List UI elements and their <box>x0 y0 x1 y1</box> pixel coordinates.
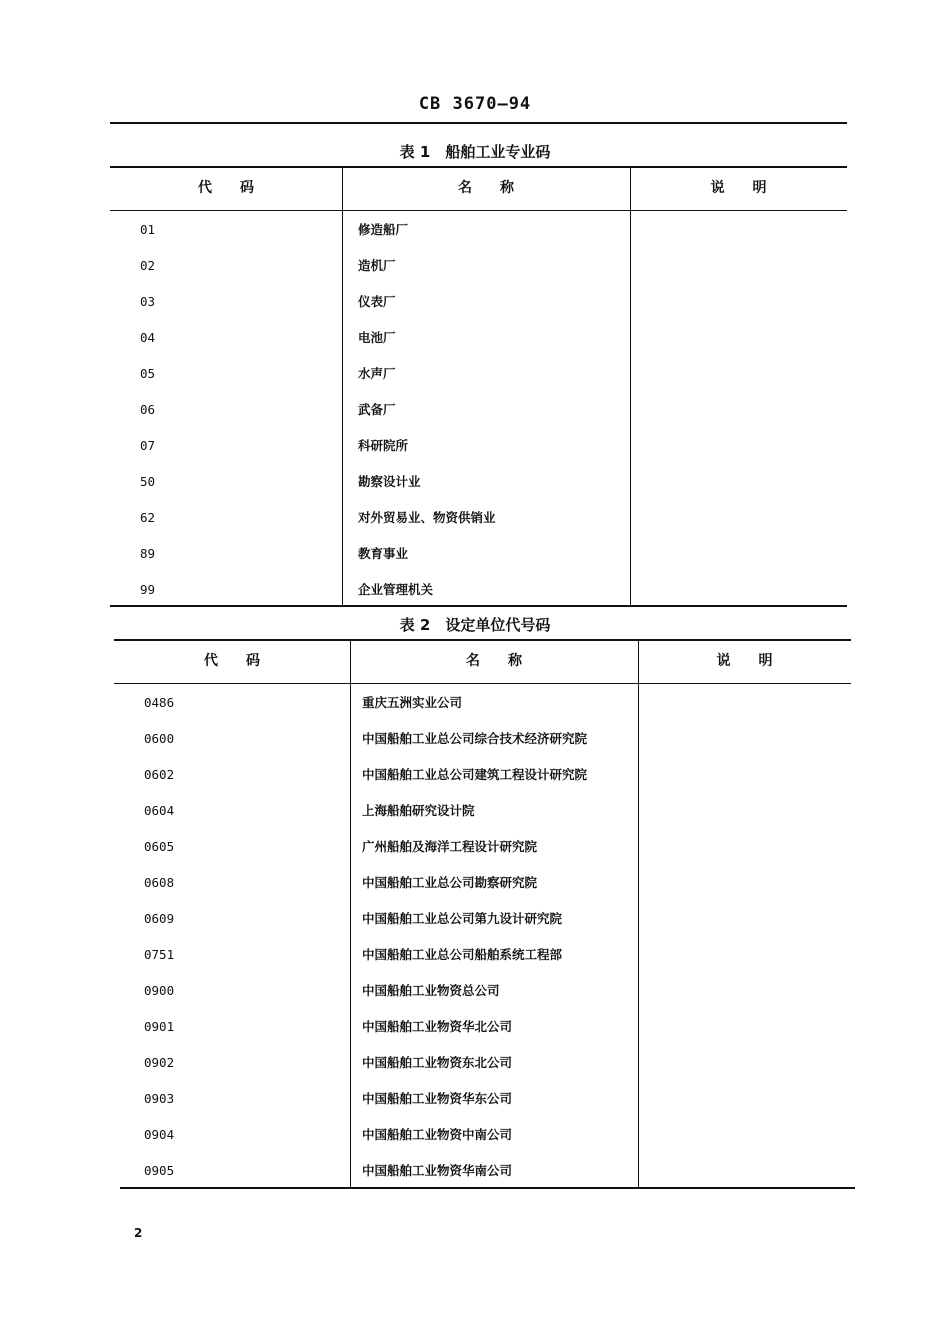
row-name: 中国船舶工业物资华东公司 <box>362 1091 513 1106</box>
row-name: 中国船舶工业物资东北公司 <box>362 1055 513 1070</box>
table-row <box>114 1081 851 1117</box>
table-row <box>110 356 847 392</box>
table-row <box>114 829 851 865</box>
row-name: 电池厂 <box>358 330 396 345</box>
table-row <box>114 685 851 721</box>
row-name: 中国船舶工业物资中南公司 <box>362 1127 513 1142</box>
table2-header-name: 名 称 <box>466 653 522 669</box>
table2-header-rule <box>114 683 851 684</box>
table2-header-note: 说 明 <box>716 653 773 669</box>
table-row <box>110 572 847 608</box>
table-row <box>114 937 851 973</box>
row-name: 仪表厂 <box>358 294 396 309</box>
row-name: 上海船舶研究设计院 <box>362 803 475 818</box>
table-row <box>114 721 851 757</box>
table-row <box>114 901 851 937</box>
row-name: 教育事业 <box>358 546 409 561</box>
table1-header-name: 名 称 <box>458 180 514 196</box>
row-code: 0600 <box>144 731 175 746</box>
table-row <box>110 464 847 500</box>
row-name: 企业管理机关 <box>358 582 434 597</box>
row-code: 02 <box>140 258 156 273</box>
row-name: 科研院所 <box>358 438 409 453</box>
table-row <box>110 392 847 428</box>
table-row <box>114 973 851 1009</box>
row-code: 01 <box>140 222 156 237</box>
document-code: CB 3670—94 <box>418 94 532 114</box>
table1 <box>110 166 847 606</box>
table-row <box>110 212 847 248</box>
row-code: 04 <box>140 330 156 345</box>
table2-bottom-rule <box>120 1187 855 1189</box>
row-code: 50 <box>140 474 156 489</box>
row-code: 0902 <box>144 1055 175 1070</box>
row-code: 07 <box>140 438 156 453</box>
table-row <box>114 1117 851 1153</box>
table-row <box>110 428 847 464</box>
row-code: 99 <box>140 582 156 597</box>
row-code: 62 <box>140 510 156 525</box>
row-name: 中国船舶工业物资华北公司 <box>362 1019 513 1034</box>
table-row <box>110 320 847 356</box>
table-row <box>114 1045 851 1081</box>
table-row <box>114 757 851 793</box>
row-code: 0903 <box>144 1091 175 1106</box>
row-name: 中国船舶工业总公司第九设计研究院 <box>362 911 563 926</box>
table-row <box>110 500 847 536</box>
row-code: 0904 <box>144 1127 175 1142</box>
table2-header-code: 代 码 <box>204 653 260 669</box>
table-row <box>110 536 847 572</box>
table-row <box>114 1009 851 1045</box>
row-name: 中国船舶工业总公司综合技术经济研究院 <box>362 731 588 746</box>
table1-bottom-rule <box>110 605 847 607</box>
row-name: 中国船舶工业物资总公司 <box>362 983 500 998</box>
table2-title: 表 2 设定单位代号码 <box>399 616 551 634</box>
row-code: 0486 <box>144 695 175 710</box>
page-number: 2 <box>134 1226 143 1240</box>
table-row <box>114 1153 851 1189</box>
row-name: 中国船舶工业总公司船舶系统工程部 <box>362 947 563 962</box>
row-code: 03 <box>140 294 156 309</box>
row-name: 修造船厂 <box>358 222 409 237</box>
table1-header-rule <box>110 210 847 211</box>
row-code: 0905 <box>144 1163 175 1178</box>
table1-header-code: 代 码 <box>198 180 254 196</box>
row-code: 0900 <box>144 983 175 998</box>
row-code: 0604 <box>144 803 175 818</box>
row-code: 0608 <box>144 875 175 890</box>
row-name: 中国船舶工业物资华南公司 <box>362 1163 513 1178</box>
row-name: 中国船舶工业总公司建筑工程设计研究院 <box>362 767 588 782</box>
row-name: 勘察设计业 <box>358 474 421 489</box>
row-name: 武备厂 <box>358 402 396 417</box>
row-name: 重庆五洲实业公司 <box>362 695 463 710</box>
row-name: 中国船舶工业总公司勘察研究院 <box>362 875 538 890</box>
row-code: 0901 <box>144 1019 175 1034</box>
row-code: 0605 <box>144 839 175 854</box>
row-name: 造机厂 <box>358 258 396 273</box>
table-row <box>110 284 847 320</box>
row-code: 0751 <box>144 947 175 962</box>
row-code: 05 <box>140 366 156 381</box>
row-code: 06 <box>140 402 156 417</box>
table-row <box>114 793 851 829</box>
row-name: 广州船舶及海洋工程设计研究院 <box>362 839 538 854</box>
table-row <box>114 865 851 901</box>
row-name: 水声厂 <box>358 366 396 381</box>
row-code: 0609 <box>144 911 175 926</box>
row-name: 对外贸易业、物资供销业 <box>358 510 496 525</box>
table1-title: 表 1 船舶工业专业码 <box>399 143 551 161</box>
table-row <box>110 248 847 284</box>
table1-header-note: 说 明 <box>710 180 767 196</box>
row-code: 89 <box>140 546 156 561</box>
row-code: 0602 <box>144 767 175 782</box>
table2 <box>114 639 851 1188</box>
header-rule <box>110 122 847 124</box>
